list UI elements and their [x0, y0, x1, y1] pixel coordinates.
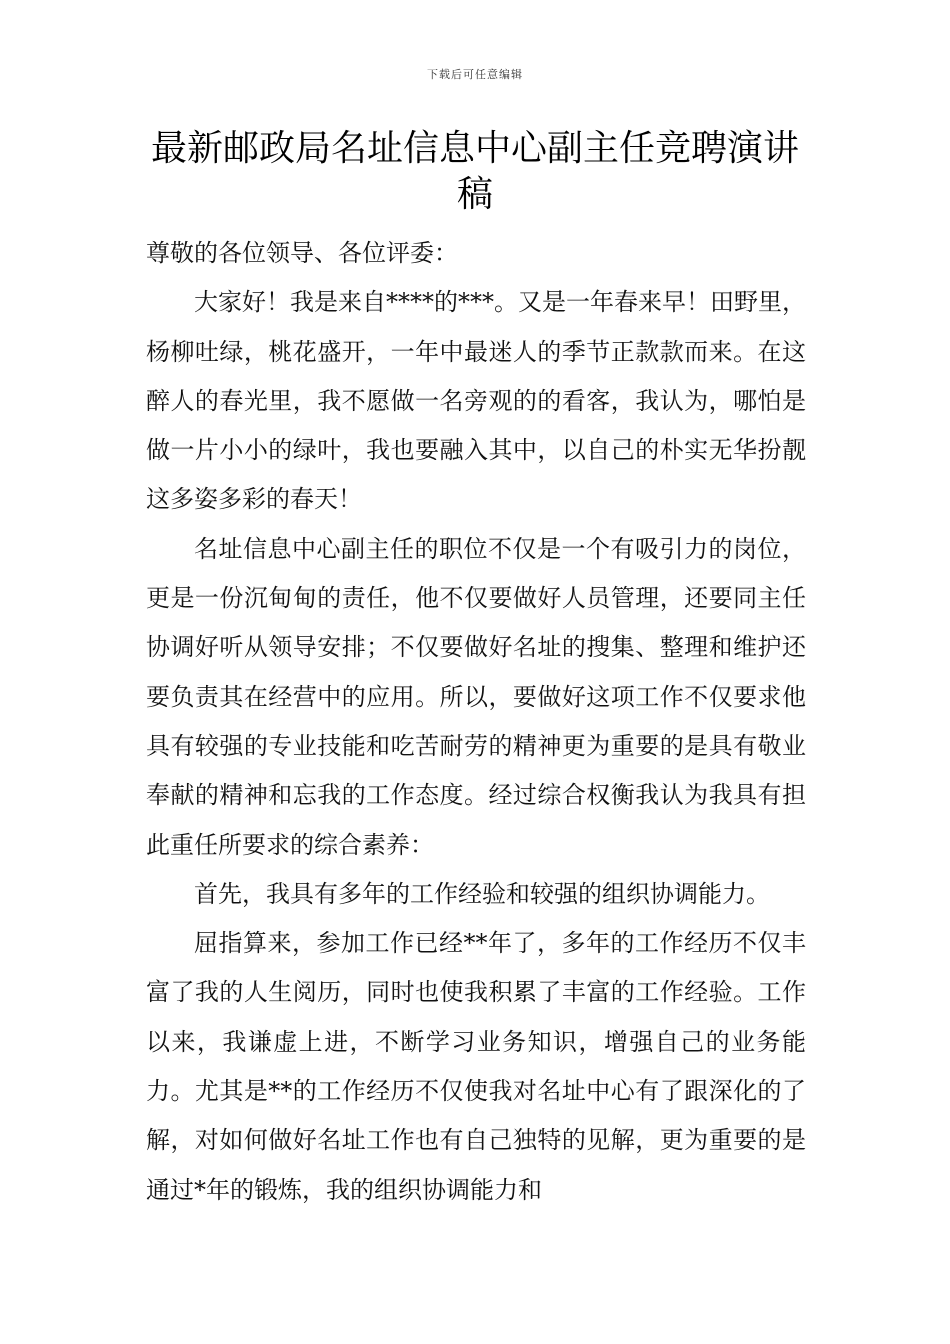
paragraph: 屈指算来，参加工作已经**年了，多年的工作经历不仅丰富了我的人生阅历，同时也使我积累了丰富的工作经验。工作以来，我谦虚上进，不断学习业务知识，增强自己的业务能力。尤其是**的工作经历不仅使我对名址中心有了跟深化的了解，对如何做好名址工作也有自己独特的见解，更为重要的是通过*年的锻炼，我的组织协调能力和: [146, 929, 806, 1204]
paragraph: 首先，我具有多年的工作经验和较强的组织协调能力。: [194, 879, 770, 908]
paragraph: 名址信息中心副主任的职位不仅是一个有吸引力的岗位，更是一份沉甸甸的责任，他不仅要做好人员管理，还要同主任协调好听从领导安排；不仅要做好名址的搜集、整理和维护还要负责其在经营中的应用。所以，要做好这项工作不仅要求他具有较强的专业技能和吃苦耐劳的精神更为重要的是具有敬业奉献的精神和忘我的工作态度。经过综合权衡我认为我具有担此重任所要求的综合素养：: [146, 534, 806, 859]
paragraph: 大家好！我是来自****的***。又是一年春来早！田野里，杨柳吐绿，桃花盛开，一年中最迷人的季节正款款而来。在这醉人的春光里，我不愿做一名旁观的的看客，我认为，哪怕是做一片小小的绿叶，我也要融入其中，以自己的朴实无华扮靓这多姿多彩的春天！: [146, 288, 806, 514]
document-body: [146, 229, 806, 1215]
document-title: 最新邮政局名址信息中心副主任竞聘演讲稿: [150, 128, 799, 215]
header-note: 下载后可任意编辑: [427, 68, 523, 81]
salutation: 尊敬的各位领导、各位评委：: [146, 239, 458, 267]
